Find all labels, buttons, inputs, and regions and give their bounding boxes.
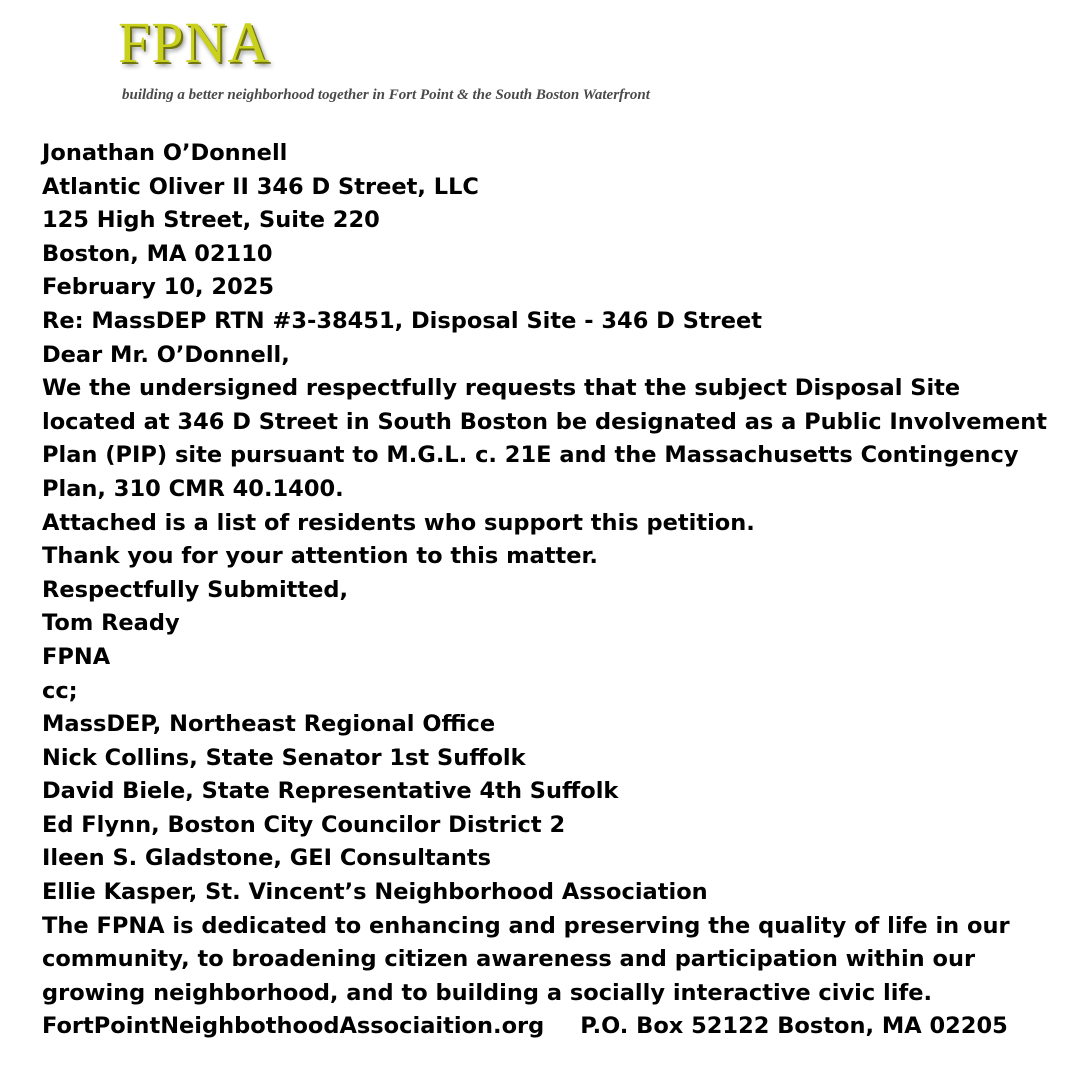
footer: [42, 1010, 1052, 1044]
closing: Respectfully Submitted,: [42, 576, 349, 603]
salutation: Dear Mr. O’Donnell,: [42, 341, 290, 368]
mission-statement: The FPNA is dedicated to enhancing and preserving the quality of life in our community, to broadening citizen awareness and participation within our growing neighborhood, and to building a socially interactive civic life.: [42, 912, 1010, 1006]
cc-item: David Biele, State Representative 4th Suffolk: [42, 778, 619, 805]
signer-org: FPNA: [42, 643, 111, 670]
body-paragraph-thanks: Thank you for your attention to this matter.: [42, 543, 598, 570]
fpna-logo: FPNA: [118, 10, 271, 75]
cc-item: Nick Collins, State Senator 1st Suffolk: [42, 744, 526, 771]
body-paragraph-request: We the undersigned respectfully requests that the subject Disposal Site located at 346 D Street in South Boston be designated as a Public Involvement Plan (PIP) site pursuant to M.G.L. c. 21E and the Massachusetts Contingency Plan, 310 CMR 40.1400.: [42, 375, 1048, 502]
footer-po-box: P.O. Box 52122 Boston, MA 02205: [580, 1013, 1008, 1040]
body-paragraph-attachment: Attached is a list of residents who support this petition.: [42, 509, 755, 536]
footer-website: FortPointNeighbothoodAssociaition.org: [42, 1013, 545, 1040]
tagline: building a better neighborhood together in Fort Point & the South Boston Waterfront: [122, 87, 650, 103]
cc-item: Ileen S. Gladstone, GEI Consultants: [42, 845, 492, 872]
letter-date: February 10, 2025: [42, 274, 275, 301]
letter-body: [42, 137, 1052, 1044]
signer-name: Tom Ready: [42, 610, 180, 637]
recipient-name: Jonathan O’Donnell: [42, 140, 288, 166]
letterhead: [0, 0, 1080, 110]
cc-item: Ed Flynn, Boston City Councilor District 2: [42, 811, 566, 838]
cc-item: MassDEP, Northeast Regional Office: [42, 711, 496, 738]
recipient-company: Atlantic Oliver II 346 D Street, LLC: [42, 173, 479, 200]
recipient-address-line2: Boston, MA 02110: [42, 240, 273, 267]
cc-label: cc;: [42, 677, 78, 704]
cc-item: Ellie Kasper, St. Vincent’s Neighborhood Association: [42, 879, 708, 906]
recipient-address-line1: 125 High Street, Suite 220: [42, 207, 380, 234]
subject-line: Re: MassDEP RTN #3-38451, Disposal Site - 346 D Street: [42, 307, 763, 334]
